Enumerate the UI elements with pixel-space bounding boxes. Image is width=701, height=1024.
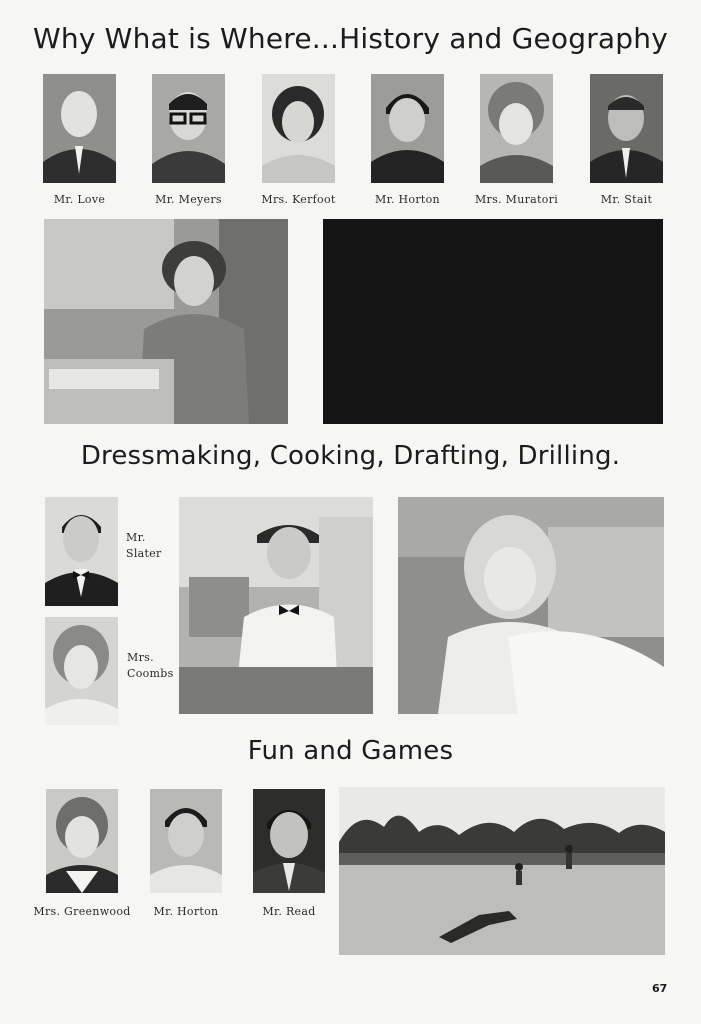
portrait-photo-kerfoot <box>262 74 335 183</box>
candid-photo-teacher-classroom <box>179 497 373 714</box>
portrait-photo-horton <box>371 74 444 183</box>
portrait-photo-meyers <box>152 74 225 183</box>
portrait-caption-love: Mr. Love <box>53 193 106 206</box>
portrait-caption-read: Mr. Read <box>262 905 316 918</box>
portrait-caption-stait: Mr. Stait <box>600 193 653 206</box>
portrait-caption-meyers: Mr. Meyers <box>155 193 222 206</box>
page-number: 67 <box>652 982 668 995</box>
blank-photo-panel <box>323 219 663 424</box>
portrait-photo-muratori <box>480 74 553 183</box>
portrait-photo-stait <box>590 74 663 183</box>
portrait-caption-greenwood: Mrs. Greenwood <box>33 905 131 918</box>
side-caption-slater-name: Slater <box>126 547 162 560</box>
portrait-photo-horton-pe <box>150 789 222 893</box>
section-title-fun-games: Fun and Games <box>247 736 454 766</box>
portrait-photo-greenwood <box>46 789 118 893</box>
candid-photo-student-sewing <box>398 497 664 714</box>
side-caption-coombs-title: Mrs. <box>127 651 154 664</box>
side-caption-coombs-name: Coombs <box>127 667 174 680</box>
portrait-caption-horton: Mr. Horton <box>375 193 440 206</box>
side-caption-slater-title: Mr. <box>126 531 146 544</box>
portrait-photo-read <box>253 789 325 893</box>
portrait-photo-slater <box>45 497 118 606</box>
portrait-caption-horton-pe: Mr. Horton <box>153 905 219 918</box>
section-title-home-arts: Dressmaking, Cooking, Drafting, Drilling. <box>80 441 621 471</box>
portrait-photo-coombs <box>45 617 118 725</box>
section-title-history-geography: Why What is Where...History and Geography <box>32 22 668 55</box>
side-caption-coombs <box>127 650 174 682</box>
portrait-photo-love <box>43 74 116 183</box>
candid-photo-teacher-desk <box>44 219 288 424</box>
portrait-caption-muratori: Mrs. Muratori <box>474 193 559 206</box>
side-caption-slater <box>126 530 162 562</box>
candid-photo-softball-field <box>339 787 665 955</box>
portrait-caption-kerfoot: Mrs. Kerfoot <box>261 193 336 206</box>
